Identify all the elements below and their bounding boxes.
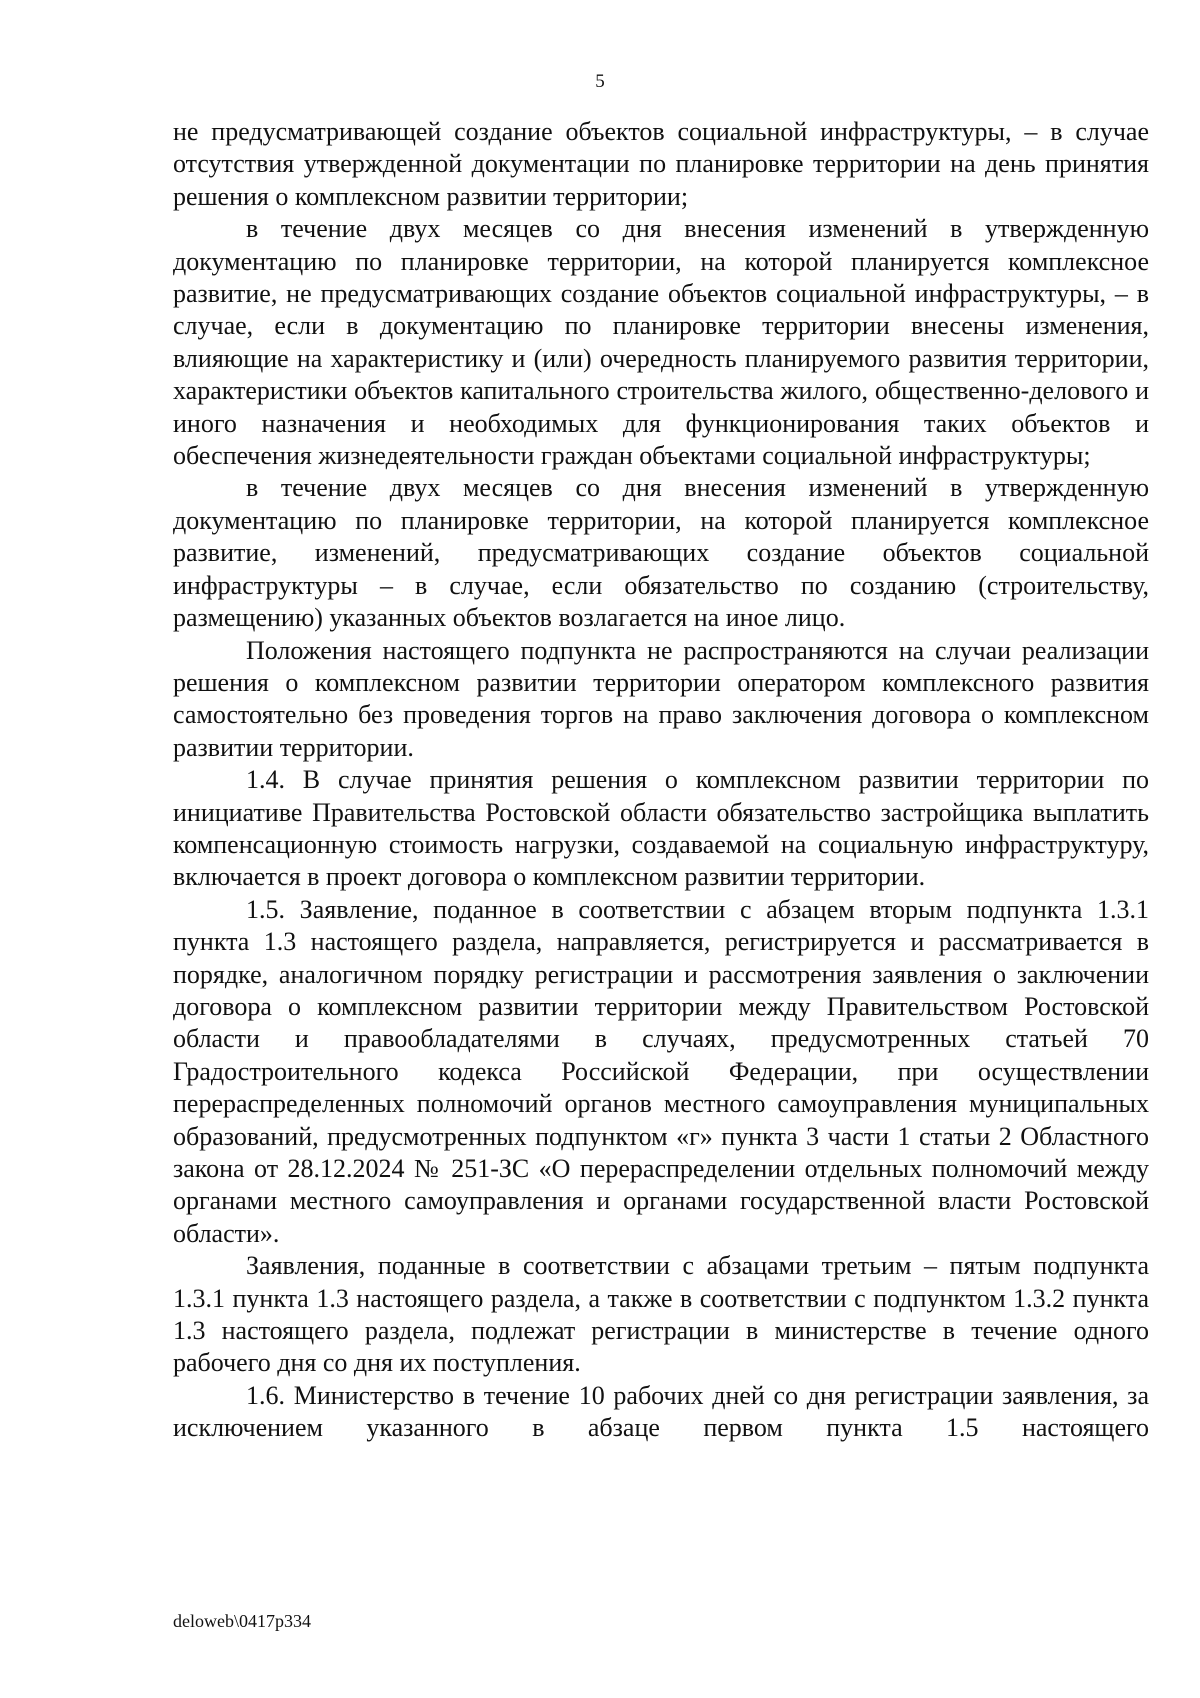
- paragraph-amendments-social: в течение двух месяцев со дня внесения изменений в утвержденную документацию по планировке территории, на которой планируется комплексное развитие, изменений, предусматривающих создание объектов социальной инфраструктуры – в случае, если обязательство по созданию (строительству, размещению) указанных объектов возлагается на иное лицо.: [173, 473, 1149, 633]
- footer-file-reference: deloweb\0417p334: [173, 1611, 311, 1631]
- paragraph-provisions: Положения настоящего подпункта не распространяются на случаи реализации решения о комплексном развитии территории оператором комплексного развития самостоятельно без проведения торгов на право заключения договора о комплексном развитии территории.: [173, 635, 1149, 762]
- document-body: [173, 116, 1149, 1445]
- paragraph-continuation: не предусматривающей создание объектов социальной инфраструктуры, – в случае отсутствия утвержденной документации по планировке территории на день принятия решения о комплексном развитии территории;: [173, 117, 1149, 211]
- paragraph-1-5: 1.5. Заявление, поданное в соответствии с абзацем вторым подпункта 1.3.1 пункта 1.3 настоящего раздела, направляется, регистрируется и рассматривается в порядке, аналогичном порядку регистрации и рассмотрения заявления о заключении договора о комплексном развитии территории между Правительством Ростовской области и правообладателями в случаях, предусмотренных статьей 70 Градостроительного кодекса Российской Федерации, при осуществлении перераспределенных полномочий органов местного самоуправления муниципальных образований, предусмотренных подпунктом «г» пункта 3 части 1 статьи 2 Областного закона от 28.12.2024 № 251-ЗС «О перераспределении отдельных полномочий между органами местного самоуправления и органами государственной власти Ростовской области».: [173, 894, 1149, 1248]
- paragraph-1-6: 1.6. Министерство в течение 10 рабочих дней со дня регистрации заявления, за исключением указанного в абзаце первом пункта 1.5 настоящего: [173, 1380, 1149, 1443]
- page-number: 5: [595, 71, 605, 92]
- paragraph-applications: Заявления, поданные в соответствии с абзацами третьим – пятым подпункта 1.3.1 пункта 1.3 настоящего раздела, а также в соответствии с подпунктом 1.3.2 пункта 1.3 настоящего раздела, подлежат регистрации в министерстве в течение одного рабочего дня со дня их поступления.: [173, 1251, 1149, 1378]
- paragraph-amendments-no-social: в течение двух месяцев со дня внесения изменений в утвержденную документацию по планировке территории, на которой планируется комплексное развитие, не предусматривающих создание объектов социальной инфраструктуры, – в случае, если в документацию по планировке территории внесены изменения, влияющие на характеристику и (или) очередность планируемого развития территории, характеристики объектов капитального строительства жилого, общественно-делового и иного назначения и необходимых для функционирования таких объектов и обеспечения жизнедеятельности граждан объектами социальной инфраструктуры;: [173, 214, 1149, 471]
- paragraph-1-4: 1.4. В случае принятия решения о комплексном развитии территории по инициативе Правительства Ростовской области обязательство застройщика выплатить компенсационную стоимость нагрузки, создаваемой на социальную инфраструктуру, включается в проект договора о комплексном развитии территории.: [173, 765, 1149, 892]
